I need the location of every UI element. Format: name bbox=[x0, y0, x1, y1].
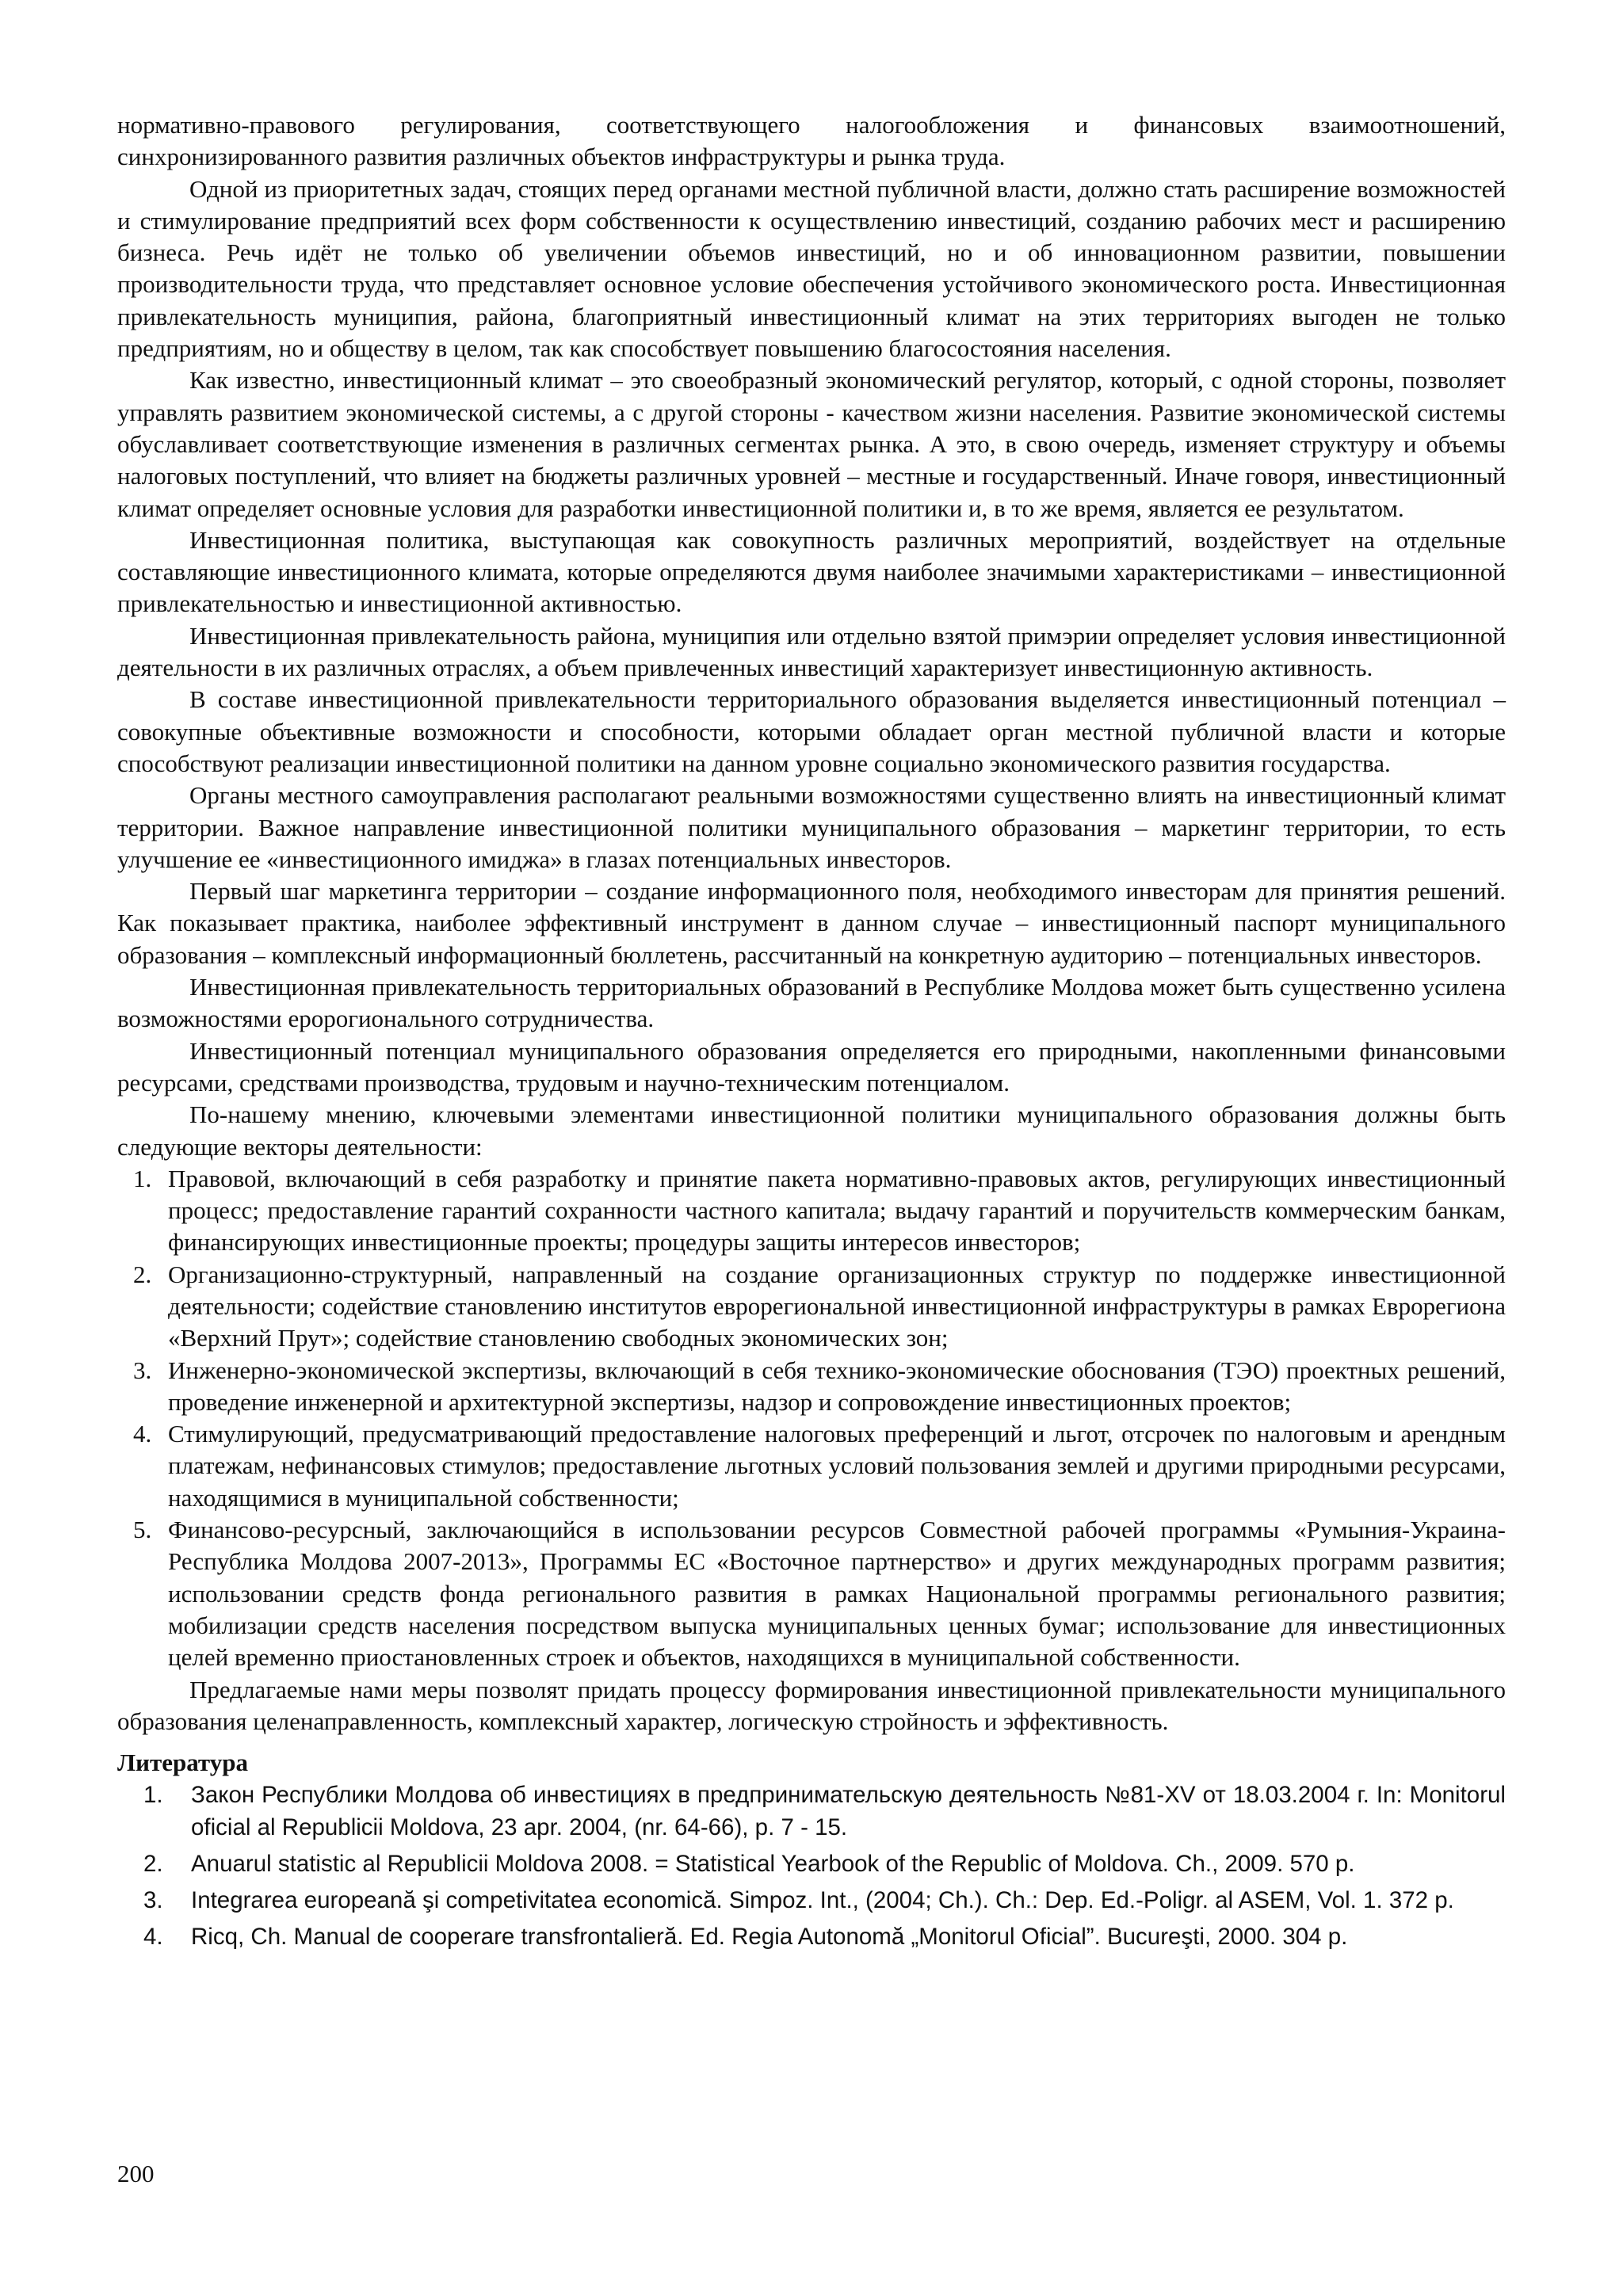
reference-item bbox=[117, 1848, 1506, 1880]
list-item-text: Правовой, включающий в себя разработку и принятие пакета нормативно-правовых актов, регулирующих инвестиционный процесс; предоставление гарантий сохранности частного капитала; выдачу гарантий и поручительств коммерческим банкам, финансирующих инвестиционные проекты; процедуры защиты интересов инвесторов; bbox=[168, 1164, 1506, 1257]
list-item-number: 2. bbox=[133, 1260, 152, 1288]
reference-number: 1. bbox=[143, 1782, 163, 1809]
reference-text: Anuarul statistic al Republicii Moldova 2008. = Statistical Yearbook of the Republic of Moldova. Ch., 2009. 570 p. bbox=[191, 1851, 1355, 1878]
reference-text: Закон Республики Молдова об инвестициях в предпринимательскую деятельность №81-XV от 18.03.2004 г. In: Monitorul oficial al Republicii Moldova, 23 apr. 2004, (nr. 64-66), p. 7 - 15. bbox=[191, 1782, 1506, 1841]
literature-heading: Литература bbox=[117, 1749, 248, 1777]
list-item bbox=[117, 1355, 1506, 1419]
list-item-text: Инженерно-экономической экспертизы, включающий в себя технико-экономические обоснования (ТЭО) проектных решений, проведение инженерной и архитектурной экспертизы, надзор и сопровождение инвестиционных проектов; bbox=[168, 1356, 1506, 1416]
list-item bbox=[117, 1514, 1506, 1673]
article-body bbox=[117, 109, 1506, 1957]
reference-number: 4. bbox=[143, 1924, 163, 1951]
body-paragraph: нормативно-правового регулирования, соответствующего налогообложения и финансовых взаимоотношений, синхронизированного развития различных объектов инфраструктуры и рынка труда. bbox=[117, 111, 1506, 171]
list-item-number: 5. bbox=[133, 1516, 152, 1544]
reference-item bbox=[117, 1884, 1506, 1917]
closing-paragraph: Предлагаемые нами меры позволят придать процессу формирования инвестиционной привлекательности муниципального образования целенаправленность, комплексный характер, логическую стройность и эффективность. bbox=[117, 1675, 1506, 1735]
list-item-number: 3. bbox=[133, 1356, 152, 1384]
list-item-number: 1. bbox=[133, 1164, 152, 1192]
body-paragraph: Как известно, инвестиционный климат – это своеобразный экономический регулятор, который, с одной стороны, позволяет управлять развитием экономической системы, а с другой стороны - качеством жизни населения. Развитие экономической системы обуславливает соответствующие изменения в различных сегментах рынка. А это, в свою очередь, изменяет структуру и объемы налоговых поступлений, что влияет на бюджеты различных уровней – местные и государственный. Иначе говоря, инвестиционный климат определяет основные условия для разработки инвестиционной политики и, в то же время, является ее результатом. bbox=[117, 366, 1506, 522]
list-item-text: Организационно-структурный, направленный на создание организационных структур по поддержке инвестиционной деятельности; содействие становлению институтов еврорегиональной инвестиционной инфраструктуры в рамках Еврорегиона «Верхний Прут»; содействие становлению свободных экономических зон; bbox=[168, 1260, 1506, 1352]
body-paragraph: Первый шаг маркетинга территории – создание информационного поля, необходимого инвесторам для принятия решений. Как показывает практика, наиболее эффективный инструмент в данном случае – инвестиционный паспорт муниципального образования – комплексный информационный бюллетень, рассчитанный на конкретную аудиторию – потенциальных инвесторов. bbox=[117, 877, 1506, 969]
body-paragraph: Органы местного самоуправления располагают реальными возможностями существенно влиять на инвестиционный климат территории. Важное направление инвестиционной политики муниципального образования – маркетинг территории, то есть улучшение ее «инвестиционного имиджа» в глазах потенциальных инвесторов. bbox=[117, 781, 1506, 873]
body-paragraph: По-нашему мнению, ключевыми элементами инвестиционной политики муниципального образования должны быть следующие векторы деятельности: bbox=[117, 1100, 1506, 1161]
body-paragraph: Одной из приоритетных задач, стоящих перед органами местной публичной власти, должно стать расширение возможностей и стимулирование предприятий всех форм собственности к осуществлению инвестиций, созданию рабочих мест и расширению бизнеса. Речь идёт не только об увеличении объемов инвестиций, но и об инновационном развитии, повышении производительности труда, что представляет основное условие обеспечения устойчивого экономического роста. Инвестиционная привлекательность муниципия, района, благоприятный инвестиционный климат на этих территориях выгоден не только предприятиям, но и обществу в целом, так как способствует повышению благосостояния населения. bbox=[117, 174, 1506, 363]
list-item-number: 4. bbox=[133, 1420, 152, 1448]
body-paragraph: Инвестиционная привлекательность территориальных образований в Республике Молдова может быть существенно усилена возможностями еророгионального сотрудничества. bbox=[117, 973, 1506, 1033]
body-paragraph: Инвестиционная привлекательность района, муниципия или отдельно взятой примэрии определяет условия инвестиционной деятельности в их различных отраслях, а объем привлеченных инвестиций характеризует инвестиционную активность. bbox=[117, 621, 1506, 682]
reference-item bbox=[117, 1779, 1506, 1844]
body-paragraph: Инвестиционная политика, выступающая как совокупность различных мероприятий, воздействует на отдельные составляющие инвестиционного климата, которые определяются двумя наиболее значимыми характеристиками – инвестиционной привлекательностью и инвестиционной активностью. bbox=[117, 525, 1506, 618]
activity-vectors-list bbox=[117, 1163, 1506, 1674]
reference-text: Integrarea europeană şi competivitatea economică. Simpoz. Int., (2004; Ch.). Ch.: Dep. Ed.-Poligr. al ASEM, Vol. 1. 372 p. bbox=[191, 1887, 1454, 1914]
body-paragraph: В составе инвестиционной привлекательности территориального образования выделяется инвестиционный потенциал – совокупные объективные возможности и способности, которыми обладает орган местной публичной власти и которые способствуют реализации инвестиционной политики на данном уровне социально экономического развития государства. bbox=[117, 685, 1506, 777]
reference-item bbox=[117, 1920, 1506, 1953]
list-item bbox=[117, 1163, 1506, 1259]
references-list bbox=[117, 1779, 1506, 1953]
list-item-text: Стимулирующий, предусматривающий предоставление налоговых преференций и льгот, отсрочек по налоговым и арендным платежам, нефинансовых стимулов; предоставление льготных условий пользования землей и другими природными ресурсами, находящимися в муниципальной собственности; bbox=[168, 1420, 1506, 1512]
list-item bbox=[117, 1259, 1506, 1355]
reference-number: 2. bbox=[143, 1851, 163, 1878]
reference-number: 3. bbox=[143, 1887, 163, 1914]
list-item-text: Финансово-ресурсный, заключающийся в использовании ресурсов Совместной рабочей программы «Румыния-Украина-Республика Молдова 2007-2013», Программы ЕС «Восточное партнерство» и других международных программ развития; использовании средств фонда регионального развития в рамках Национальной программы регионального развития; мобилизации средств населения посредством выпуска муниципальных ценных бумаг; использование для инвестиционных целей временно приостановленных строек и объектов, находящихся в муниципальной собственности. bbox=[168, 1516, 1506, 1672]
body-paragraph: Инвестиционный потенциал муниципального образования определяется его природными, накопленными финансовыми ресурсами, средствами производства, трудовым и научно-техническим потенциалом. bbox=[117, 1036, 1506, 1097]
page-number: 200 bbox=[117, 2160, 155, 2187]
reference-text: Ricq, Ch. Manual de cooperare transfrontalieră. Ed. Regia Autonomă „Monitorul Oficial”. Bucureşti, 2000. 304 p. bbox=[191, 1924, 1348, 1951]
list-item bbox=[117, 1418, 1506, 1514]
